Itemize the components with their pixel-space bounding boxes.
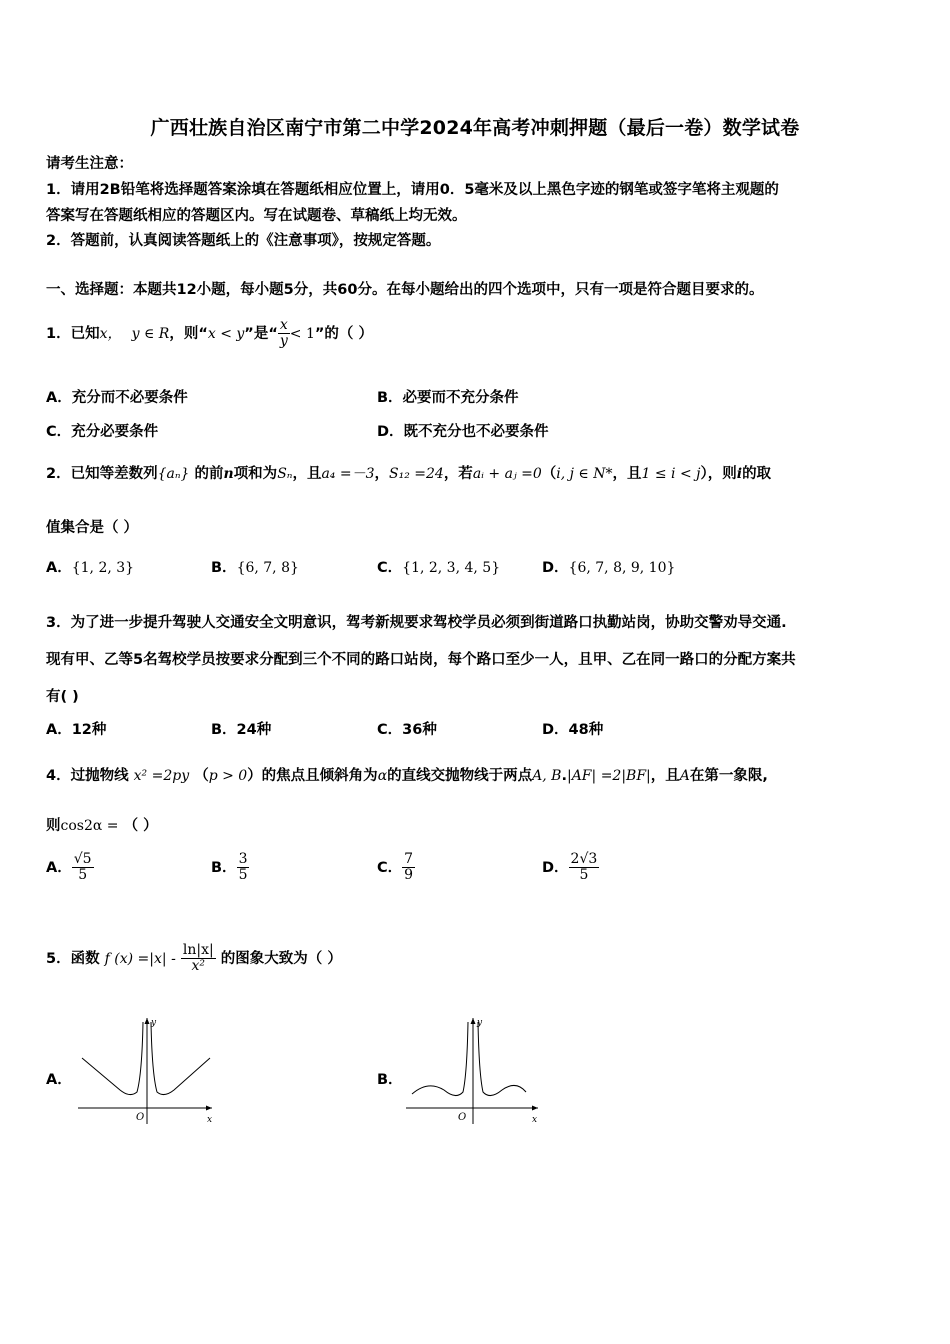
q3-option-b[interactable]: B．24种 [211, 722, 272, 738]
curve-right [151, 1022, 210, 1095]
q1-option-a[interactable]: A．充分而不必要条件 [46, 390, 188, 406]
question-2-stem: 2．已知等差数列{aₙ} 的前n项和为Sₙ，且a₄ =－3，S₁₂ =24，若aᵢ + aⱼ =0（i, j ∈ N*，且1 ≤ i < j），则i的取 [46, 466, 772, 482]
question-4-stem: 4．过抛物线 x² =2py （p > 0）的焦点且倾斜角为α的直线交抛物线于两点A, B.|AF| =2|BF|，且A在第一象限, [46, 768, 768, 784]
q5-option-a-label[interactable]: A． [46, 1072, 72, 1088]
q5-option-b-label[interactable]: B． [377, 1072, 403, 1088]
origin-label: O [136, 1112, 145, 1123]
curve-left [412, 1022, 468, 1096]
y-axis-arrow-icon [471, 1018, 476, 1024]
notice-heading: 请考生注意： [46, 156, 133, 172]
q1-option-d[interactable]: D．既不充分也不必要条件 [377, 424, 549, 440]
question-2-line-2: 值集合是（ ） [46, 520, 139, 536]
question-3-line-2: 现有甲、乙等5名驾校学员按要求分配到三个不同的路口站岗，每个路口至少一人，且甲、乙在同一路口的分配方案共 [46, 652, 796, 668]
curve-left [82, 1022, 143, 1095]
q1-option-c[interactable]: C．充分必要条件 [46, 424, 159, 440]
q2-option-c[interactable]: C．{1, 2, 3, 4, 5} [377, 560, 501, 576]
section-heading: 一、选择题：本题共12小题，每小题5分，共60分。在每小题给出的四个选项中，只有一项是符合题目要求的。 [46, 282, 764, 298]
y-axis-label: y [151, 1018, 157, 1028]
notice-item-2: 2．答题前，认真阅读答题纸上的《注意事项》，按规定答题。 [46, 233, 441, 249]
question-1-stem: 1．已知x， y ∈ R，则“x < y”是“ $\frac{x}{y}$ < 1”的（ ） [46, 317, 373, 350]
y-axis-label: y [477, 1018, 483, 1028]
fraction-x-over-y: $\frac{x}{y}$ [279, 317, 288, 350]
q1-option-b[interactable]: B．必要而不充分条件 [377, 390, 519, 406]
question-5-stem: 5．函数 f (x) =|x| - $\frac{\ln|x|}{\text{x²}}$ 的图象大致为（ ） [46, 942, 342, 975]
notice-item-1b: 答案写在答题纸相应的答题区内。写在试题卷、草稿纸上均无效。 [46, 208, 467, 224]
x-axis-arrow-icon [206, 1106, 212, 1111]
q2-option-d[interactable]: D．{6, 7, 8, 9, 10} [542, 560, 676, 576]
q4-option-a[interactable]: A． $\frac{√5}{5}$ [46, 851, 92, 884]
notice-item-1a: 1．请用2B铅笔将选择题答案涂填在答题纸相应位置上，请用0．5毫米及以上黑色字迹的钢笔或签字笔将主观题的 [46, 182, 779, 198]
x-axis-arrow-icon [532, 1106, 538, 1111]
q2-option-a[interactable]: A．{1, 2, 3} [46, 560, 135, 576]
curve-right [478, 1022, 526, 1096]
question-4-line-2: 则cos2α = （ ） [46, 818, 158, 834]
question-3-line-3: 有( ) [46, 689, 79, 705]
q2-option-b[interactable]: B．{6, 7, 8} [211, 560, 299, 576]
q4-option-c[interactable]: C． $\frac{7}{9}$ [377, 851, 414, 884]
q3-option-d[interactable]: D．48种 [542, 722, 604, 738]
question-3-line-1: 3．为了进一步提升驾驶人交通安全文明意识，驾考新规要求驾校学员必须到街道路口执勤站岗，协助交警劝导交通. [46, 615, 787, 631]
y-axis-arrow-icon [145, 1018, 150, 1024]
q4-option-d[interactable]: D． $\frac{2√3}{5}$ [542, 851, 598, 884]
q5-graph-b[interactable] [400, 1014, 550, 1126]
q3-option-c[interactable]: C．36种 [377, 722, 437, 738]
q3-option-a[interactable]: A．12种 [46, 722, 107, 738]
x-axis-label: x [207, 1115, 213, 1125]
q4-option-b[interactable]: B． $\frac{3}{5}$ [211, 851, 248, 884]
q5-graph-a[interactable] [70, 1014, 220, 1126]
origin-label: O [458, 1112, 467, 1123]
exam-title: 广西壮族自治区南宁市第二中学2024年高考冲刺押题（最后一卷）数学试卷 [150, 117, 800, 139]
x-axis-label: x [532, 1115, 538, 1125]
fraction-ln-over-x2: $\frac{\ln|x|}{\text{x²}}$ [182, 942, 214, 975]
